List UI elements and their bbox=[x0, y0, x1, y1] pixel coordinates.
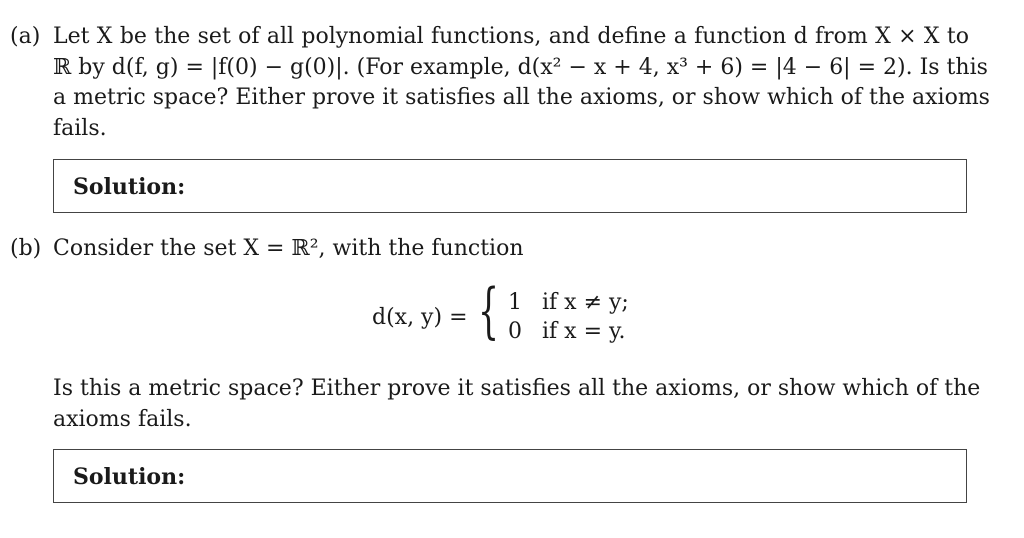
solution-box-b[interactable] bbox=[53, 449, 967, 503]
part-b-question-line-2: axioms fails. bbox=[53, 406, 192, 432]
case2-condition: if x = y. bbox=[542, 319, 626, 344]
case2-value: 0 bbox=[508, 319, 522, 344]
solution-box-a[interactable] bbox=[53, 159, 967, 213]
part-b-question-line-1: Is this a metric space? Either prove it satisfies all the axioms, or show which of the bbox=[53, 376, 981, 401]
left-brace: { bbox=[478, 276, 500, 346]
part-a-marker: (a) bbox=[10, 24, 41, 49]
case-row-1 bbox=[508, 288, 629, 319]
case-row-2 bbox=[508, 317, 626, 348]
case1-condition: if x ≠ y; bbox=[542, 290, 629, 315]
display-lhs: d(x, y) = bbox=[372, 305, 468, 330]
part-a-line-3: a metric space? Either prove it satisfies all the axioms, or show which of the axioms bbox=[53, 85, 990, 110]
part-a-statement bbox=[53, 22, 990, 144]
solution-label-a: Solution: bbox=[73, 174, 186, 200]
part-b-marker: (b) bbox=[10, 236, 42, 261]
case1-value: 1 bbox=[508, 290, 522, 315]
part-b-intro: Consider the set X = ℝ², with the function bbox=[53, 236, 524, 261]
part-a-line-1: Let X be the set of all polynomial functions, and define a function d from X × X to bbox=[53, 24, 969, 49]
part-a-line-2: ℝ by d(f, g) = |f(0) − g(0)|. (For example, d(x² − x + 4, x³ + 6) = |4 − 6| = 2). Is this bbox=[53, 54, 988, 80]
part-b-question bbox=[53, 374, 981, 435]
piecewise-definition bbox=[372, 276, 652, 350]
solution-label-b: Solution: bbox=[73, 464, 186, 490]
part-a-line-4: fails. bbox=[53, 115, 107, 141]
